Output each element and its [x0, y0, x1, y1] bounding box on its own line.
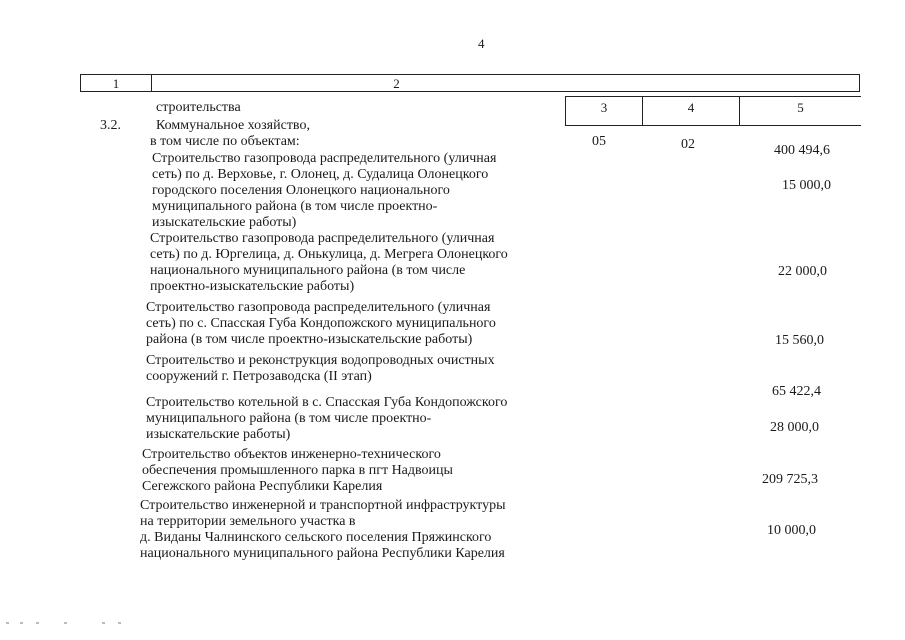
- header-col-1: 1: [112, 76, 120, 91]
- header-col-2: 2: [151, 75, 641, 91]
- object-text-line: Строительство котельной в с. Спасская Губа Кондопожского: [146, 395, 508, 410]
- object-text-line: Строительство и реконструкция водопроводных очистных: [146, 353, 495, 368]
- section-title-line: в том числе по объектам:: [150, 134, 300, 149]
- scan-artifacts: [6, 622, 126, 628]
- object-text-line: Сегежского района Республики Карелия: [142, 479, 383, 494]
- object-text-line: городского поселения Олонецкого национального: [152, 183, 450, 198]
- object-text-line: национального муниципального района (в том числе: [150, 263, 466, 278]
- object-text-line: национального муниципального района Республики Карелия: [140, 546, 505, 561]
- table-header-row-right: [565, 96, 861, 126]
- header-col-4: 4: [642, 97, 739, 125]
- object-text-line: Строительство газопровода распределительного (уличная: [152, 151, 497, 166]
- header-col-3: 3: [600, 100, 608, 115]
- object-text-line: муниципального района (в том числе проектно-: [146, 411, 432, 426]
- object-text-line: сооружений г. Петрозаводска (II этап): [146, 369, 372, 384]
- carry-over-text: строительства: [156, 100, 241, 115]
- header-col-5: 5: [739, 97, 861, 125]
- section-total: 400 494,6: [774, 143, 830, 158]
- object-amount: 65 422,4: [772, 384, 821, 399]
- object-text-line: изыскательские работы): [152, 215, 297, 230]
- object-text-line: сеть) по д. Верховье, г. Олонец, д. Судалица Олонецкого: [152, 167, 489, 182]
- object-text-line: Строительство газопровода распределительного (уличная: [150, 231, 495, 246]
- page-number: 4: [478, 36, 485, 51]
- object-text-line: на территории земельного участка в: [140, 514, 356, 529]
- object-amount: 15 560,0: [775, 333, 824, 348]
- object-text-line: Строительство инженерной и транспортной инфраструктуры: [140, 498, 506, 513]
- object-text-line: д. Виданы Чалнинского сельского поселения Пряжинского: [140, 530, 492, 545]
- section-code-a: 05: [592, 134, 606, 149]
- object-amount: 28 000,0: [770, 420, 819, 435]
- table-header-row: [80, 74, 860, 92]
- section-code-b: 02: [681, 137, 695, 152]
- object-amount: 209 725,3: [762, 472, 818, 487]
- object-text-line: района (в том числе проектно-изыскательские работы): [146, 332, 473, 347]
- object-text-line: изыскательские работы): [146, 427, 291, 442]
- object-text-line: сеть) по с. Спасская Губа Кондопожского муниципального: [146, 316, 496, 331]
- object-text-line: Строительство объектов инженерно-технического: [142, 447, 441, 462]
- section-number: 3.2.: [100, 118, 121, 133]
- object-amount: 10 000,0: [767, 523, 816, 538]
- object-text-line: обеспечения промышленного парка в пгт Надвоицы: [142, 463, 453, 478]
- object-amount: 15 000,0: [782, 178, 831, 193]
- object-amount: 22 000,0: [778, 264, 827, 279]
- object-text-line: Строительство газопровода распределительного (уличная: [146, 300, 491, 315]
- object-text-line: муниципального района (в том числе проектно-: [152, 199, 438, 214]
- section-title-line: Коммунальное хозяйство,: [156, 118, 310, 133]
- object-text-line: сеть) по д. Юргелица, д. Онькулица, д. Мегрега Олонецкого: [150, 247, 508, 262]
- object-text-line: проектно-изыскательские работы): [150, 279, 355, 294]
